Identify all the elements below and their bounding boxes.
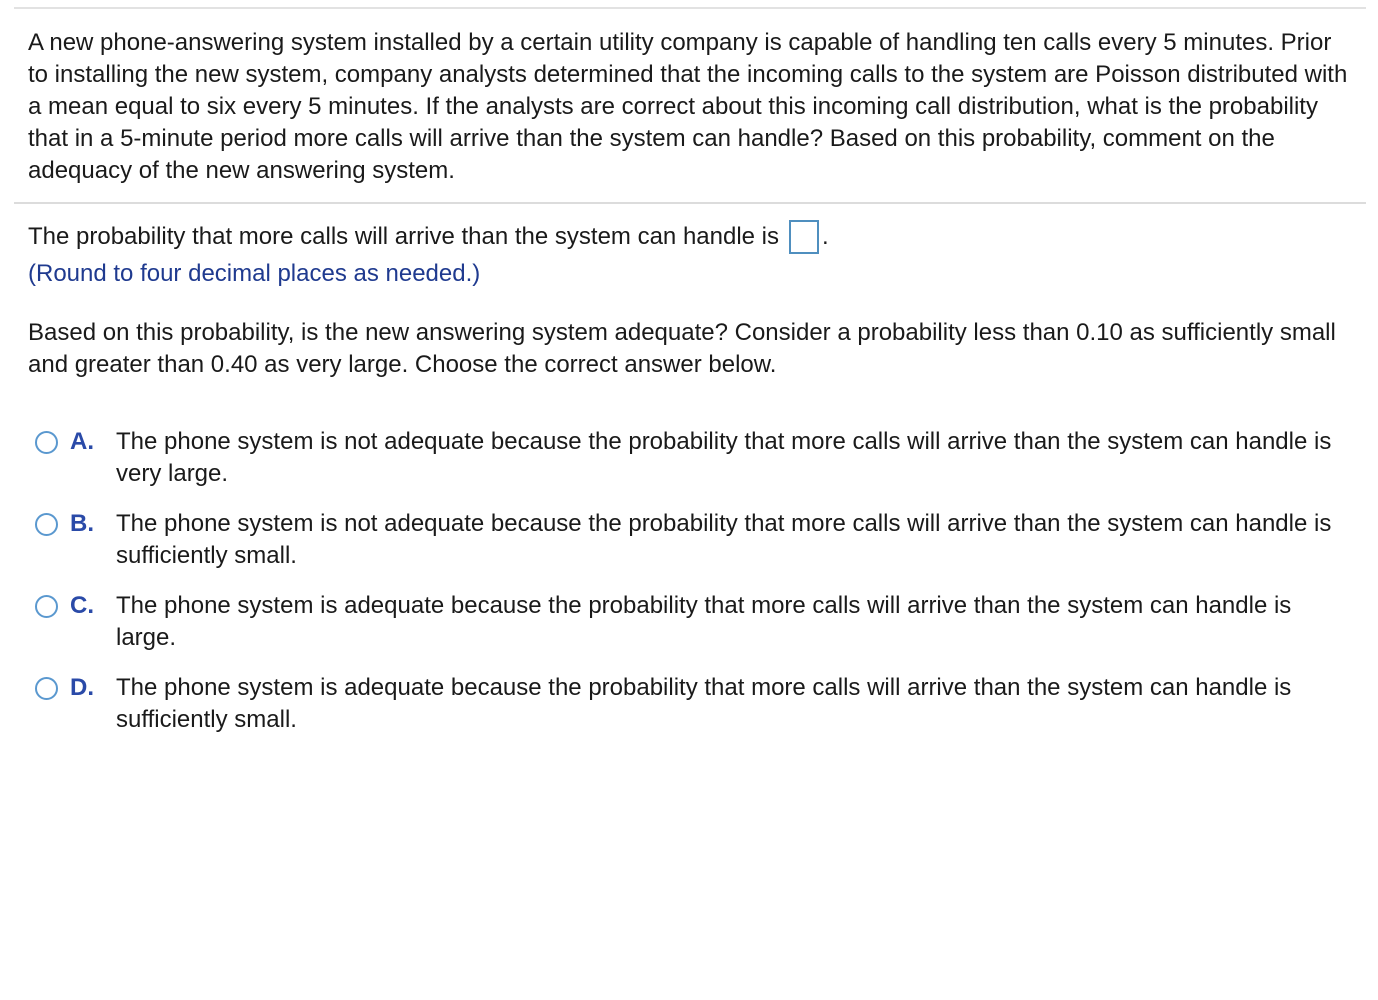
choice-d-text[interactable]: The phone system is adequate because the probability that more calls will arrive than the system can handle is sufficiently small.	[116, 674, 1292, 733]
adequacy-prompt: Based on this probability, is the new answering system adequate? Consider a probability less than 0.10 as sufficiently small and greater than 0.40 as very large. Choose the correct answer below.	[28, 319, 1336, 378]
choice-d[interactable]	[0, 672, 1378, 754]
choice-a[interactable]	[0, 426, 1378, 508]
choice-b-letter: B.	[70, 510, 94, 537]
choice-c[interactable]	[0, 590, 1378, 672]
radio-button-b[interactable]	[35, 513, 58, 536]
radio-button-a[interactable]	[35, 431, 58, 454]
radio-button-c[interactable]	[35, 595, 58, 618]
choice-a-text[interactable]: The phone system is not adequate because the probability that more calls will arrive than the system can handle is very large.	[116, 428, 1332, 487]
choice-b[interactable]	[0, 508, 1378, 590]
answer-label: The probability that more calls will arrive than the system can handle is	[28, 223, 780, 250]
answer-suffix: .	[822, 223, 829, 250]
rounding-hint: (Round to four decimal places as needed.)	[28, 260, 481, 287]
choice-b-text[interactable]: The phone system is not adequate because the probability that more calls will arrive than the system can handle is sufficiently small.	[116, 510, 1332, 569]
answer-choices	[0, 426, 1378, 754]
radio-button-d[interactable]	[35, 677, 58, 700]
choice-c-text[interactable]: The phone system is adequate because the probability that more calls will arrive than the system can handle is large.	[116, 592, 1292, 651]
choice-a-letter: A.	[70, 428, 94, 455]
question-text: A new phone-answering system installed by a certain utility company is capable of handling ten calls every 5 minutes. Prior to installing the new system, company analysts determined that the incoming calls to the system are Poisson distributed with a mean equal to six every 5 minutes. If the analysts are correct about this incoming call distribution, what is the probability that in a 5-minute period more calls will arrive than the system can handle? Based on this probability, comment on the adequacy of the new answering system.	[28, 29, 1348, 184]
section-divider	[14, 202, 1366, 204]
probability-answer-input[interactable]	[789, 220, 819, 254]
choice-d-letter: D.	[70, 674, 94, 701]
answer-line	[28, 219, 829, 255]
choice-c-letter: C.	[70, 592, 94, 619]
top-divider	[14, 7, 1366, 9]
